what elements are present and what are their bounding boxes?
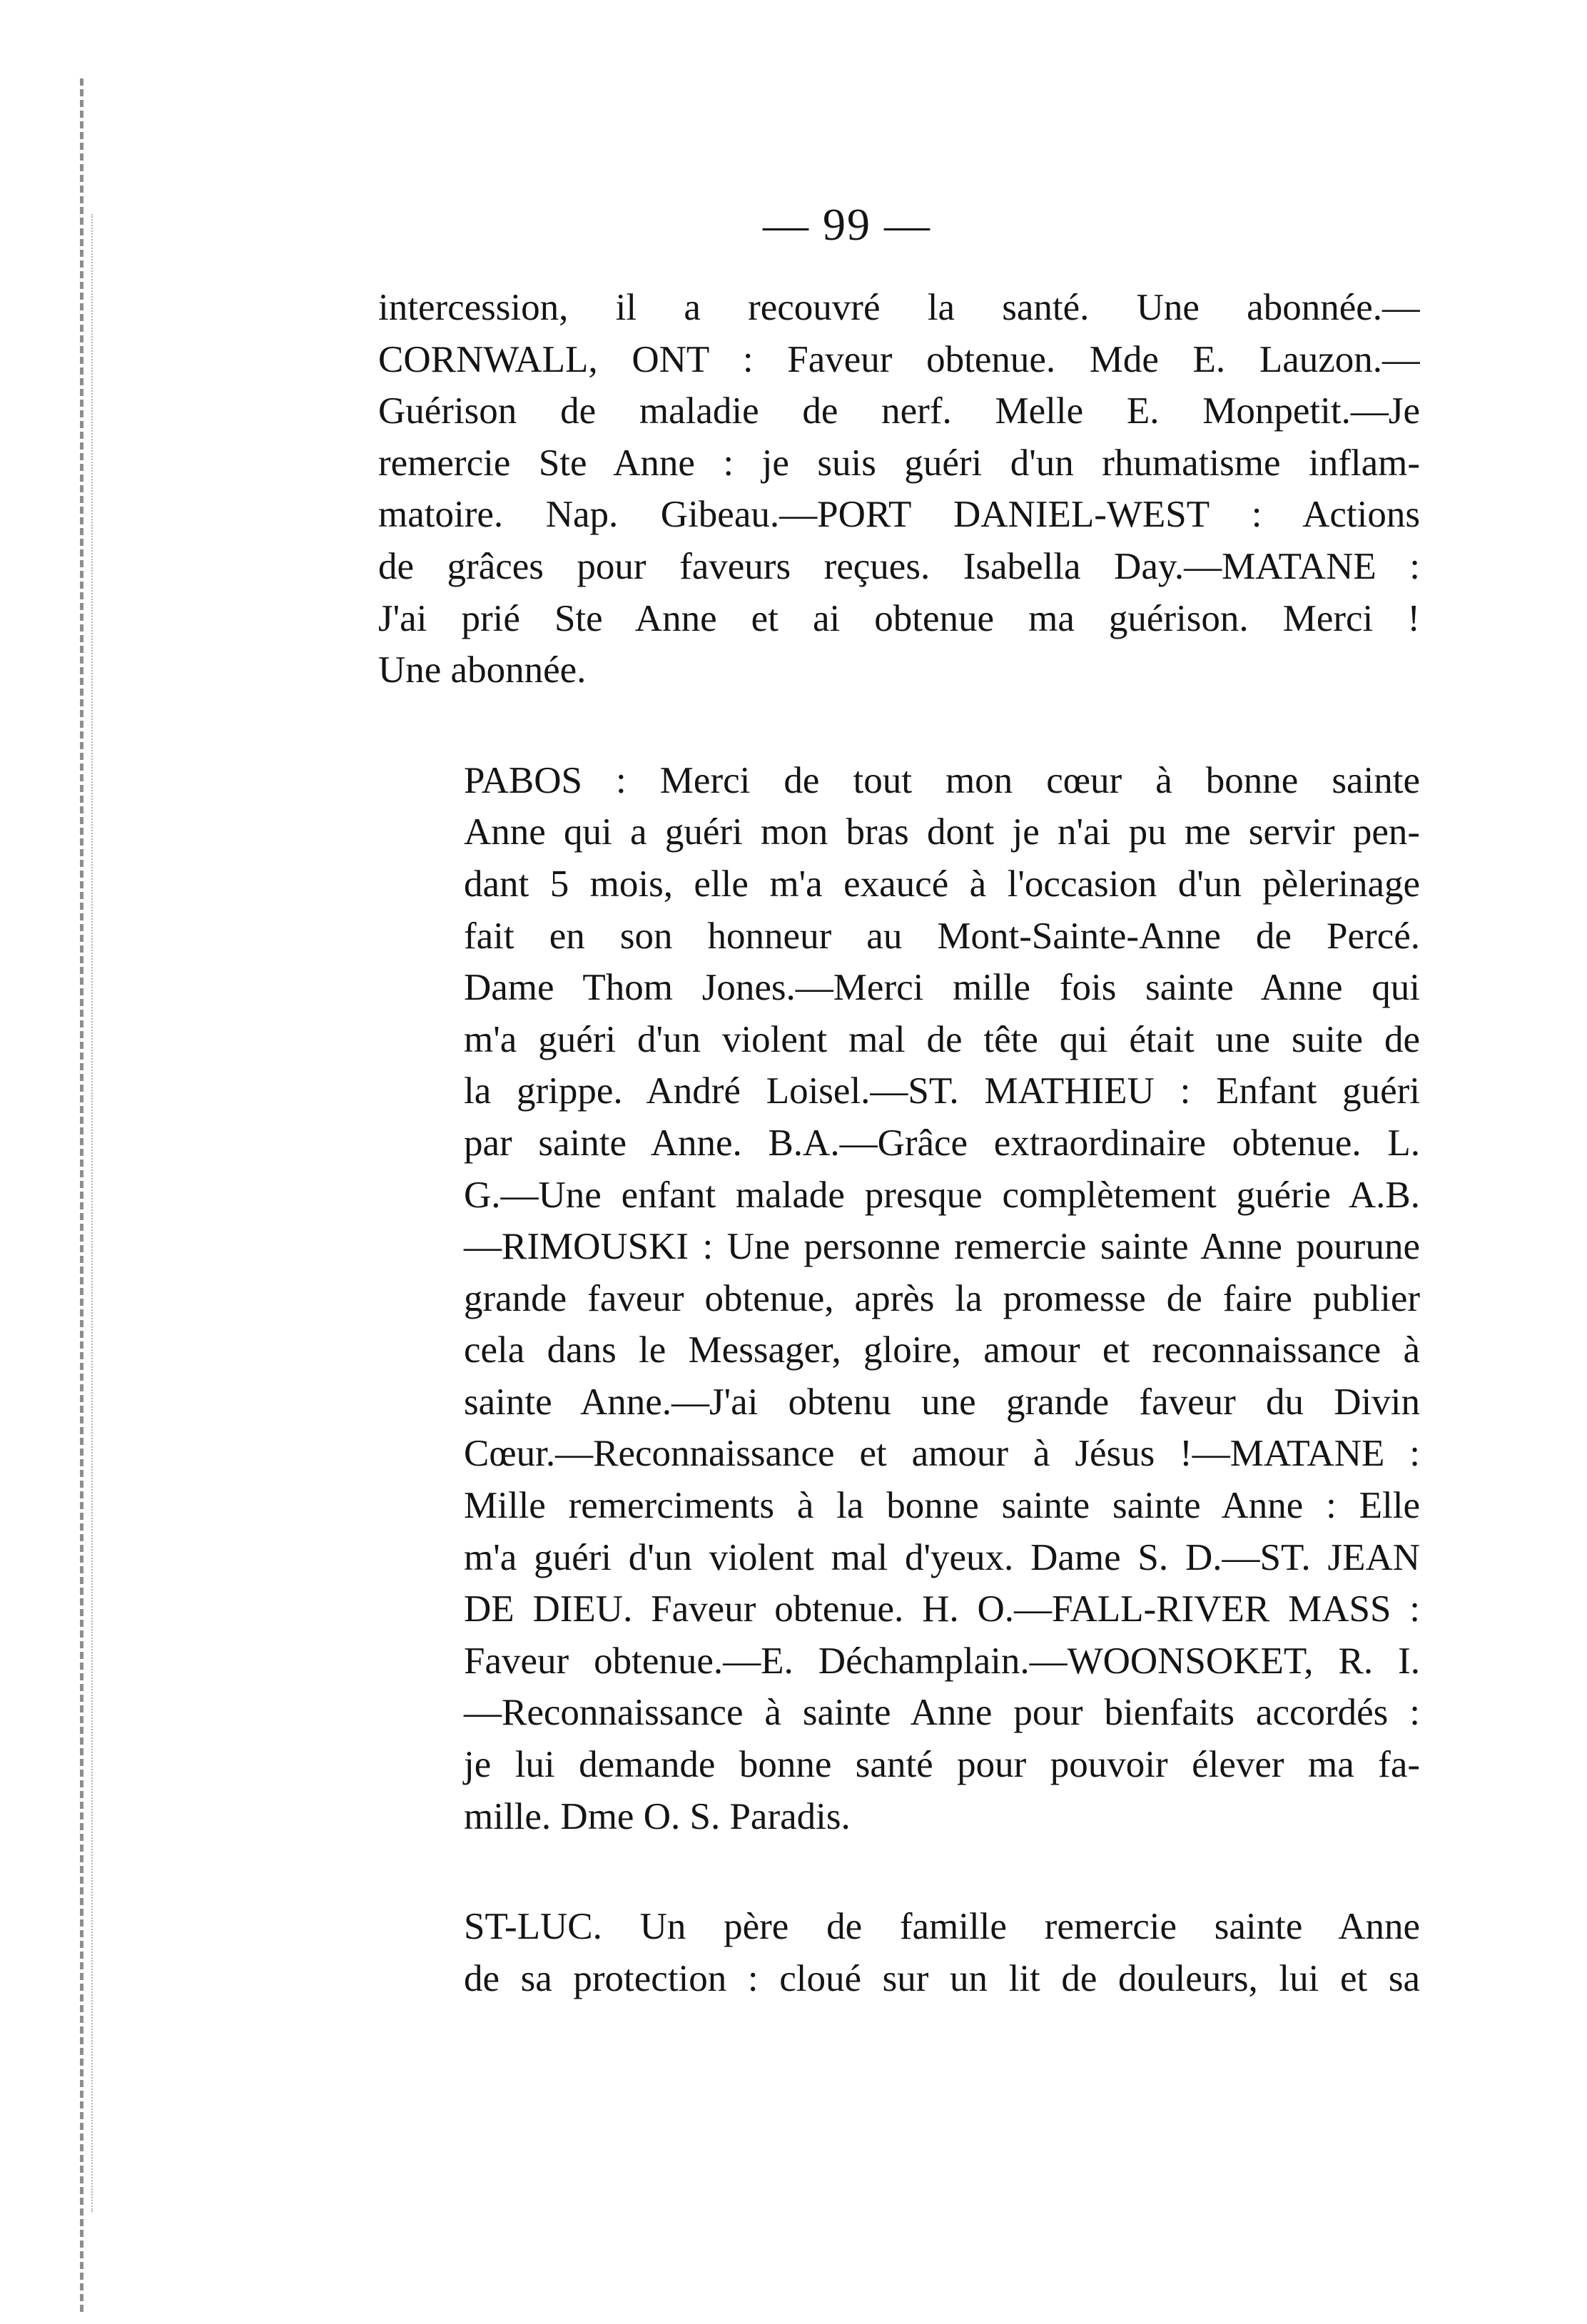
text-line: m'a guéri d'un violent mal d'yeux. Dame S. D.—ST. JEAN — [464, 1536, 1420, 1578]
text-line: de grâces pour faveurs reçues. Isabella Day.—MATANE : — [378, 545, 1420, 587]
text-line: Une abonnée. — [378, 649, 587, 691]
text-line: PABOS : Merci de tout mon cœur à bonne sainte — [464, 759, 1420, 801]
page-number — [0, 198, 1587, 251]
text-line: de sa protection : cloué sur un lit de douleurs, lui et sa — [464, 1957, 1420, 1999]
text-line: sainte Anne.—J'ai obtenu une grande faveur du Divin — [464, 1381, 1420, 1423]
text-line: Anne qui a guéri mon bras dont je n'ai pu me servir pen- — [464, 811, 1420, 853]
text-line: intercession, il a recouvré la santé. Une abonnée.— — [378, 287, 1420, 328]
text-line: matoire. Nap. Gibeau.—PORT DANIEL-WEST : Actions — [378, 494, 1420, 536]
text-line: dant 5 mois, elle m'a exaucé à l'occasion d'un pèlerinage — [464, 863, 1420, 905]
text-line: remercie Ste Anne : je suis guéri d'un rhumatisme inflam- — [378, 442, 1420, 484]
paragraph-3 — [378, 1901, 1420, 2004]
paragraph-2 — [378, 755, 1420, 1842]
text-line: Mille remerciments à la bonne sainte sainte Anne : Elle — [464, 1485, 1420, 1527]
text-line: CORNWALL, ONT : Faveur obtenue. Mde E. Lauzon.— — [378, 338, 1420, 380]
page-text — [378, 282, 1420, 2004]
text-line: m'a guéri d'un violent mal de tête qui était une suite de — [464, 1018, 1420, 1060]
text-line: Guérison de maladie de nerf. Melle E. Monpetit.—Je — [378, 390, 1420, 432]
page-binding-shadow — [91, 214, 93, 2212]
page-binding-edge — [80, 78, 83, 2312]
text-line: fait en son honneur au Mont-Sainte-Anne de Percé. — [464, 915, 1420, 957]
paragraph-1 — [378, 282, 1420, 696]
text-line: par sainte Anne. B.A.—Grâce extraordinaire obtenue. L. — [464, 1122, 1420, 1164]
text-line: Faveur obtenue.—E. Déchamplain.—WOONSOKET, R. I. — [464, 1640, 1420, 1682]
text-line: la grippe. André Loisel.—ST. MATHIEU : Enfant guéri — [464, 1070, 1420, 1112]
text-line: G.—Une enfant malade presque complètement guérie A.B. — [464, 1174, 1420, 1216]
text-line: J'ai prié Ste Anne et ai obtenue ma guérison. Merci ! — [378, 597, 1420, 639]
text-line: DE DIEU. Faveur obtenue. H. O.—FALL-RIVER MASS : — [464, 1588, 1420, 1630]
text-line: —Reconnaissance à sainte Anne pour bienfaits accordés : — [464, 1692, 1420, 1734]
text-line: Dame Thom Jones.—Merci mille fois sainte Anne qui — [464, 967, 1420, 1009]
text-line: je lui demande bonne santé pour pouvoir élever ma fa- — [464, 1744, 1420, 1786]
text-line: —RIMOUSKI : Une personne remercie sainte Anne pourune — [464, 1226, 1420, 1268]
text-line: grande faveur obtenue, après la promesse de faire publier — [464, 1277, 1420, 1319]
text-line: Cœur.—Reconnaissance et amour à Jésus !—MATANE : — [464, 1433, 1420, 1475]
text-line: mille. Dme O. S. Paradis. — [464, 1795, 851, 1837]
text-line: cela dans le Messager, gloire, amour et reconnaissance à — [464, 1329, 1420, 1371]
text-line: ST-LUC. Un père de famille remercie sainte Anne — [464, 1906, 1420, 1948]
page-number-text: — 99 — — [763, 199, 931, 250]
